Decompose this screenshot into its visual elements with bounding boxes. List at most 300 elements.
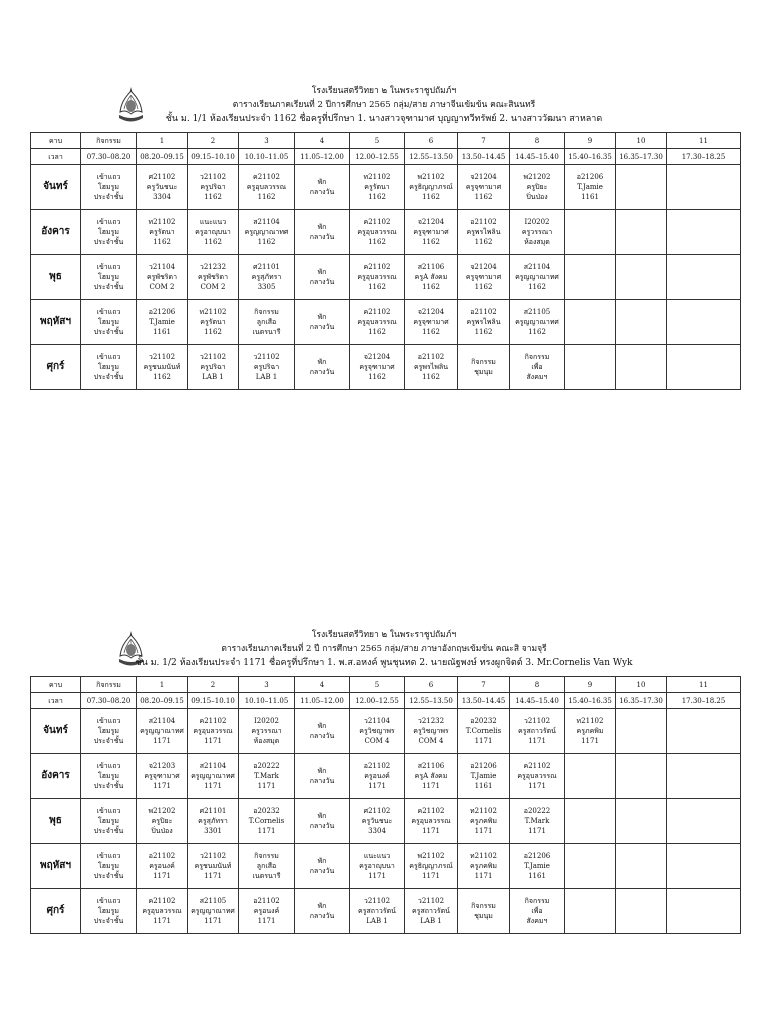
cell-line: 1162 xyxy=(422,238,440,246)
schedule-cell xyxy=(350,754,405,799)
cell-line: ครูอุบลวรรณ xyxy=(246,183,287,191)
cell-line: ครูวรรณา xyxy=(251,727,282,735)
cell-line: ท21102 xyxy=(148,218,176,226)
schedule-cell xyxy=(616,210,667,255)
time-slot: 09.15–10.10 xyxy=(188,693,239,709)
cell-line: ประจำชั้น xyxy=(93,238,124,246)
cell-line: ส21106 xyxy=(417,762,445,770)
activity-header-label: กิจกรรม xyxy=(81,677,137,693)
cell-line: ว21102 xyxy=(199,353,227,361)
cell-line: พัก xyxy=(317,722,327,730)
cell-line: COM 2 xyxy=(149,283,175,291)
period-number: 9 xyxy=(565,677,616,693)
cell-line: ครูปริฉา xyxy=(200,363,226,371)
schedule-cell xyxy=(81,165,137,210)
cell-line: กลางวัน xyxy=(309,233,335,241)
cell-line: อ20222 xyxy=(253,762,280,770)
schedule-cell xyxy=(616,889,667,934)
cell-line: T.Jamie xyxy=(577,183,603,191)
day-row xyxy=(31,799,741,844)
cell-line: 1171 xyxy=(474,872,493,880)
cell-line: ครูพัชริดา xyxy=(197,273,229,281)
day-name: อังคาร xyxy=(31,754,81,799)
cell-line: 1171 xyxy=(257,782,276,790)
cell-line: กิจกรรม xyxy=(471,902,496,910)
cell-line: 1171 xyxy=(257,917,276,925)
cell-line: T.Cornelis xyxy=(465,727,502,735)
cell-line: 1171 xyxy=(422,872,440,880)
cell-line: ประจำชั้น xyxy=(93,737,124,745)
cell-line: อ20232 xyxy=(253,807,280,815)
cell-line: 1162 xyxy=(474,193,493,201)
cell-line: ว21102 xyxy=(253,353,280,361)
cell-line: 1171 xyxy=(581,737,599,745)
schedule-cell xyxy=(188,300,239,345)
schedule-cell xyxy=(565,165,616,210)
day-row xyxy=(31,255,741,300)
cell-line: ส21105 xyxy=(523,308,551,316)
schedule-cell xyxy=(81,799,137,844)
schedule-cell xyxy=(239,300,295,345)
schedule-cell xyxy=(188,165,239,210)
cell-line: พ21102 xyxy=(417,852,445,860)
cell-line: เข้าแถว xyxy=(96,218,121,226)
cell-line: ครูปิยะ xyxy=(151,817,173,825)
schedule-cell xyxy=(667,300,741,345)
period-number: 5 xyxy=(350,133,405,149)
cell-line: ครูอุบลวรรณ xyxy=(411,817,451,825)
schedule-cell xyxy=(565,345,616,390)
cell-line: 1171 xyxy=(153,917,171,925)
cell-line: โฮมรูม xyxy=(97,727,120,735)
schedule-cell xyxy=(458,165,510,210)
cell-line: กิจกรรม xyxy=(254,852,279,860)
cell-line: ครูภคพิม xyxy=(470,862,497,870)
cell-line: โฮมรูม xyxy=(97,183,120,191)
timetable-sheet xyxy=(0,82,768,390)
cell-line: ศ21102 xyxy=(148,173,176,181)
time-slot: 08.20–09.15 xyxy=(137,693,188,709)
cell-line: ครูญญาณาทศ xyxy=(191,907,235,915)
cell-line: ครูภคพิม xyxy=(576,727,604,735)
cell-line: ครูอุบลวรรณ xyxy=(142,907,182,915)
time-label: เวลา xyxy=(31,693,81,709)
schedule-cell xyxy=(458,709,510,754)
school-name: โรงเรียนสตรีวิทยา ๒ ในพระราชูปถัมภ์ฯ xyxy=(311,630,457,640)
cell-line: พ21102 xyxy=(417,173,445,181)
cell-line: โฮมรูม xyxy=(97,228,120,236)
cell-line: 1162 xyxy=(257,193,276,201)
cell-line: อ21102 xyxy=(253,897,280,905)
time-slot: 12.00–12.55 xyxy=(350,149,405,165)
cell-line: 1162 xyxy=(474,283,493,291)
cell-line: ครูอนงค์ xyxy=(364,772,390,780)
cell-line: 1171 xyxy=(153,782,171,790)
cell-line: I20202 xyxy=(524,218,550,226)
cell-line: LAB 1 xyxy=(420,917,442,925)
schedule-cell xyxy=(188,754,239,799)
schedule-cell xyxy=(667,844,741,889)
schedule-cell xyxy=(667,889,741,934)
cell-line: พ21202 xyxy=(523,173,551,181)
cell-line: 1162 xyxy=(204,328,222,336)
time-slot: 11.05–12.00 xyxy=(295,149,350,165)
cell-line: เข้าแถว xyxy=(96,852,121,860)
period-number: 1 xyxy=(137,677,188,693)
schedule-cell xyxy=(616,255,667,300)
schedule-cell xyxy=(137,889,188,934)
period-header-label: คาบ xyxy=(31,677,81,693)
cell-line: โฮมรูม xyxy=(97,363,120,371)
schedule-cell xyxy=(458,799,510,844)
cell-line: กิจกรรม xyxy=(471,358,496,366)
cell-line: ครูสถาวรัตน์ xyxy=(358,907,396,915)
timetable-body xyxy=(31,677,741,934)
cell-line: อ21102 xyxy=(470,218,497,226)
schedule-cell xyxy=(137,210,188,255)
cell-line: ครูญญาณาทศ xyxy=(191,772,235,780)
cell-line: จ21204 xyxy=(470,173,497,181)
cell-line: ครูวันชนะ xyxy=(361,817,393,825)
cell-line: กลางวัน xyxy=(309,912,335,920)
cell-line: กลางวัน xyxy=(309,732,335,740)
schedule-cell xyxy=(458,300,510,345)
cell-line: ครูอาญุบนา xyxy=(359,862,395,870)
time-slot: 10.10–11.05 xyxy=(239,149,295,165)
schedule-cell xyxy=(239,889,295,934)
cell-line: อ21102 xyxy=(417,353,445,361)
cell-line: ครูปริฉา xyxy=(200,183,226,191)
schedule-cell xyxy=(405,754,458,799)
schedule-cell xyxy=(510,754,565,799)
cell-line: ค21102 xyxy=(363,308,391,316)
cell-line: โฮมรูม xyxy=(97,273,120,281)
cell-line: กลางวัน xyxy=(309,867,335,875)
cell-line: 1162 xyxy=(528,283,546,291)
timetable-sheet xyxy=(0,626,768,934)
time-slot: 17.30–18.25 xyxy=(667,693,741,709)
period-number: 3 xyxy=(239,133,295,149)
period-number: 1 xyxy=(137,133,188,149)
schedule-cell xyxy=(405,165,458,210)
day-name: จันทร์ xyxy=(31,709,81,754)
schedule-cell xyxy=(81,844,137,889)
cell-line: ครูปริฉา xyxy=(253,363,280,371)
period-number: 8 xyxy=(510,133,565,149)
cell-line: แนะแนว xyxy=(199,218,227,226)
class-info: ชั้น ม. 1/1 ห้องเรียนประจำ 1162 ชื่อครูที่ปรึกษา 1. นางสาวจุฑามาศ บุญญาทวีทรัพย์ 2. นางสาววัฒนา สาหลาด xyxy=(165,114,603,124)
schedule-cell xyxy=(616,799,667,844)
cell-line: เข้าแถว xyxy=(96,897,121,905)
cell-line: แนะแนว xyxy=(363,852,391,860)
sheet-header xyxy=(0,626,768,676)
time-slot: 12.00–12.55 xyxy=(350,693,405,709)
schedule-cell xyxy=(188,255,239,300)
period-number: 6 xyxy=(405,677,458,693)
cell-line: ว21102 xyxy=(523,717,551,725)
time-label: เวลา xyxy=(31,149,81,165)
time-slot: 16.35–17.30 xyxy=(616,693,667,709)
cell-line: ท21102 xyxy=(363,173,391,181)
activity-header-label: กิจกรรม xyxy=(81,133,137,149)
day-name: จันทร์ xyxy=(31,165,81,210)
cell-line: โฮมรูม xyxy=(97,318,120,326)
schedule-cell xyxy=(137,300,188,345)
schedule-cell xyxy=(565,300,616,345)
period-number: 9 xyxy=(565,133,616,149)
class-info: ชั้น ม. 1/2 ห้องเรียนประจำ 1171 ชื่อครูที่ปรึกษา 1. พ.ส.อหงค์ พูนชุนทด 2. นายณัฐพงษ์ ทรงผูกจิตต์ 3. Mr.Cornelis Van Wyk xyxy=(135,658,633,668)
cell-line: LAB 1 xyxy=(366,917,388,925)
cell-line: 3304 xyxy=(368,827,386,835)
period-number: 6 xyxy=(405,133,458,149)
cell-line: 1162 xyxy=(474,328,493,336)
schedule-cell xyxy=(350,799,405,844)
day-row xyxy=(31,165,741,210)
cell-line: T.Mark xyxy=(254,772,279,780)
time-slot: 16.35–17.30 xyxy=(616,149,667,165)
period-number: 3 xyxy=(239,677,295,693)
schedule-cell xyxy=(239,709,295,754)
timetable-subtitle: ตารางเรียนภาคเรียนที่ 2 ปีการศึกษา 2565 กลุ่ม/สาย ภาษาจีนเข้มข้น คณะสินนทรี xyxy=(232,100,536,110)
cell-line: 1171 xyxy=(153,872,171,880)
period-number: 4 xyxy=(295,677,350,693)
cell-line: LAB 1 xyxy=(202,373,224,381)
cell-line: 3304 xyxy=(153,193,171,201)
period-number: 8 xyxy=(510,677,565,693)
cell-line: เข้าแถว xyxy=(96,263,121,271)
schedule-cell xyxy=(239,255,295,300)
cell-line: ว21102 xyxy=(199,852,227,860)
cell-line: 3305 xyxy=(257,283,276,291)
cell-line: โฮมรูม xyxy=(97,907,120,915)
cell-line: 1171 xyxy=(204,782,222,790)
schedule-cell xyxy=(667,799,741,844)
cell-line: ครูวรรณา xyxy=(521,228,553,236)
cell-line: เนตรนารี xyxy=(252,328,281,336)
cell-line: 1161 xyxy=(581,193,599,201)
cell-line: ว21232 xyxy=(199,263,227,271)
cell-line: ค21102 xyxy=(363,218,391,226)
schedule-cell xyxy=(510,300,565,345)
cell-line: ครูญญาณาทศ xyxy=(515,273,559,281)
day-row xyxy=(31,709,741,754)
cell-line: ครูจุฑามาศ xyxy=(413,228,449,236)
schedule-cell xyxy=(405,210,458,255)
time-slot: 14.45–15.40 xyxy=(510,149,565,165)
day-name: พุธ xyxy=(31,255,81,300)
cell-line: ครูA สังคม xyxy=(414,273,448,281)
cell-line: อ21102 xyxy=(470,308,497,316)
cell-line: 1162 xyxy=(422,193,440,201)
cell-line: 1162 xyxy=(257,238,276,246)
schedule-cell xyxy=(510,799,565,844)
schedule-cell xyxy=(295,210,350,255)
schedule-cell xyxy=(565,799,616,844)
schedule-cell xyxy=(81,255,137,300)
schedule-cell xyxy=(239,799,295,844)
cell-line: ท21102 xyxy=(199,308,227,316)
cell-line: ประจำชั้น xyxy=(93,328,124,336)
schedule-cell xyxy=(565,889,616,934)
schedule-cell xyxy=(458,844,510,889)
cell-line: ลูกเสือ xyxy=(256,318,277,326)
cell-line: ครูวันชนะ xyxy=(146,183,178,191)
cell-line: จ21203 xyxy=(148,762,176,770)
period-number: 7 xyxy=(458,677,510,693)
cell-line: ว21104 xyxy=(148,263,176,271)
cell-line: ครูอุบลวรรณ xyxy=(357,273,397,281)
cell-line: ครูสุภัทรา xyxy=(251,273,282,281)
cell-line: กลางวัน xyxy=(309,822,335,830)
cell-line: โฮมรูม xyxy=(97,862,120,870)
cell-line: ครูปิยะ xyxy=(526,183,548,191)
cell-line: กิจกรรม xyxy=(254,308,279,316)
day-name: ศุกร์ xyxy=(31,345,81,390)
schedule-cell xyxy=(667,754,741,799)
period-header-label: คาบ xyxy=(31,133,81,149)
schedule-cell xyxy=(565,709,616,754)
cell-line: อ21102 xyxy=(148,852,176,860)
cell-line: 1162 xyxy=(528,328,546,336)
cell-line: ครูชนมนันท์ xyxy=(143,363,181,371)
cell-line: 1171 xyxy=(474,737,493,745)
cell-line: 1162 xyxy=(368,373,386,381)
cell-line: ครูอาญุบนา xyxy=(195,228,231,236)
timetable-body xyxy=(31,133,741,390)
cell-line: ครูพรไพลิน xyxy=(466,318,501,326)
cell-line: ปิ่นป่อง xyxy=(526,193,548,201)
schedule-cell xyxy=(350,889,405,934)
cell-line: ครูอุบลวรรณ xyxy=(357,318,397,326)
cell-line: อ21206 xyxy=(470,762,497,770)
cell-line: ท21102 xyxy=(576,717,604,725)
cell-line: เข้าแถว xyxy=(96,717,121,725)
school-name: โรงเรียนสตรีวิทยา ๒ ในพระราชูปถัมภ์ฯ xyxy=(311,86,457,96)
schedule-cell xyxy=(295,255,350,300)
cell-line: ครูรัตนา xyxy=(149,228,175,236)
cell-line: พัก xyxy=(317,223,327,231)
cell-line: อ20232 xyxy=(470,717,497,725)
cell-line: 1162 xyxy=(368,238,386,246)
cell-line: T.Jamie xyxy=(149,318,175,326)
cell-line: ประจำชั้น xyxy=(93,917,124,925)
cell-line: 1162 xyxy=(422,373,440,381)
day-name: พฤหัสฯ xyxy=(31,300,81,345)
cell-line: ครูพรไพลิน xyxy=(466,228,501,236)
cell-line: LAB 1 xyxy=(255,373,278,381)
cell-line: ว21104 xyxy=(363,717,391,725)
day-row xyxy=(31,889,741,934)
schedule-cell xyxy=(137,165,188,210)
schedule-cell xyxy=(565,844,616,889)
schedule-cell xyxy=(188,844,239,889)
schedule-cell xyxy=(188,210,239,255)
schedule-cell xyxy=(350,300,405,345)
cell-line: เข้าแถว xyxy=(96,762,121,770)
time-slot: 17.30–18.25 xyxy=(667,149,741,165)
cell-line: ค21102 xyxy=(199,717,227,725)
cell-line: ครูสถาวรัตน์ xyxy=(412,907,450,915)
cell-line: 1162 xyxy=(368,193,386,201)
period-number: 4 xyxy=(295,133,350,149)
schedule-cell xyxy=(667,165,741,210)
cell-line: 1171 xyxy=(528,782,546,790)
day-name: อังคาร xyxy=(31,210,81,255)
timetable xyxy=(30,676,741,934)
cell-line: กลางวัน xyxy=(309,278,335,286)
cell-line: 1171 xyxy=(528,827,546,835)
schedule-cell xyxy=(667,345,741,390)
cell-line: เนตรนารี xyxy=(252,872,281,880)
time-slot: 15.40–16.35 xyxy=(565,149,616,165)
cell-line: ส21104 xyxy=(148,717,176,725)
schedule-cell xyxy=(81,345,137,390)
schedule-cell xyxy=(350,709,405,754)
cell-line: 1162 xyxy=(474,238,493,246)
cell-line: 1171 xyxy=(422,782,440,790)
cell-line: ครูพรไพลิน xyxy=(413,363,449,371)
cell-line: จ21204 xyxy=(363,353,391,361)
cell-line: ครูธิญญาภรณ์ xyxy=(409,183,453,191)
schedule-cell xyxy=(405,255,458,300)
cell-line: พัก xyxy=(317,767,327,775)
cell-line: ค21102 xyxy=(148,897,176,905)
cell-line: 1162 xyxy=(153,238,171,246)
schedule-cell xyxy=(295,844,350,889)
schedule-cell xyxy=(239,210,295,255)
schedule-cell xyxy=(510,345,565,390)
schedule-cell xyxy=(565,210,616,255)
cell-line: ครูสุภัทรา xyxy=(198,817,228,825)
cell-line: ว21102 xyxy=(363,897,391,905)
time-slot: 12.55–13.50 xyxy=(405,693,458,709)
schedule-cell xyxy=(405,799,458,844)
cell-line: ค21102 xyxy=(523,762,551,770)
cell-line: ชุมนุม xyxy=(474,912,493,920)
schedule-cell xyxy=(616,300,667,345)
cell-line: 1171 xyxy=(474,827,493,835)
schedule-cell xyxy=(137,844,188,889)
schedule-cell xyxy=(188,709,239,754)
cell-line: สังคมฯ xyxy=(526,373,548,381)
cell-line: ครูอุบลวรรณ xyxy=(517,772,557,780)
schedule-cell xyxy=(510,889,565,934)
time-slot: 13.50–14.45 xyxy=(458,149,510,165)
schedule-cell xyxy=(405,709,458,754)
cell-line: ศ21101 xyxy=(253,263,280,271)
time-slot: 14.45–15.40 xyxy=(510,693,565,709)
cell-line: กลางวัน xyxy=(309,188,335,196)
cell-line: T.Jamie xyxy=(524,862,550,870)
cell-line: COM 4 xyxy=(418,737,444,745)
schedule-cell xyxy=(188,799,239,844)
cell-line: อ21206 xyxy=(523,852,551,860)
time-slot: 07.30–08.20 xyxy=(81,149,137,165)
schedule-cell xyxy=(510,255,565,300)
cell-line: T.Cornelis xyxy=(248,817,285,825)
time-slot: 12.55–13.50 xyxy=(405,149,458,165)
cell-line: พัก xyxy=(317,812,327,820)
time-slot: 11.05–12.00 xyxy=(295,693,350,709)
cell-line: ว21102 xyxy=(417,897,445,905)
period-header-row xyxy=(31,677,741,693)
cell-line: ประจำชั้น xyxy=(93,872,124,880)
cell-line: 3301 xyxy=(204,827,222,835)
schedule-cell xyxy=(405,300,458,345)
cell-line: 1171 xyxy=(204,872,222,880)
sheet-header xyxy=(0,82,768,132)
time-row xyxy=(31,149,741,165)
